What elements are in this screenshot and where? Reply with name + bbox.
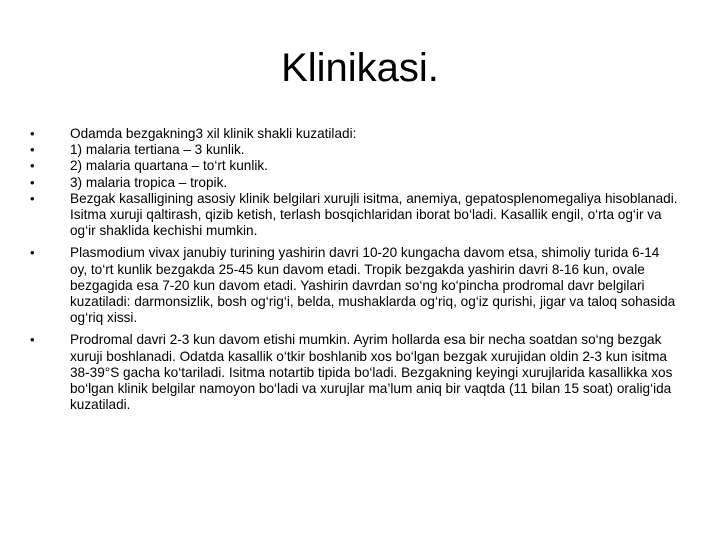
list-item bbox=[30, 191, 680, 240]
bullet-icon: • bbox=[30, 190, 35, 206]
list-item bbox=[30, 175, 680, 191]
bullet-icon: • bbox=[30, 142, 35, 158]
list-item bbox=[30, 245, 680, 326]
bullet-icon: • bbox=[30, 158, 35, 174]
list-item-text: Odamda bezgakning3 xil klinik shakli kuzatiladi: bbox=[70, 126, 357, 141]
list-item bbox=[30, 142, 680, 158]
list-item-text: Bezgak kasalligining asosiy klinik belgilari xurujli isitma, anemiya, gepatosplenomegaliya hisoblanadi. Isitma xuruji qaltirash, qizib ketish, terlash bosqichlaridan iborat bo‘ladi. Kasallik engil, o‘rta og‘ir va og‘ir shaklida kechishi mumkin. bbox=[70, 190, 678, 239]
bullet-list bbox=[30, 126, 680, 419]
list-item-text: 3) malaria tropica – tropik. bbox=[70, 174, 228, 190]
bullet-icon: • bbox=[30, 174, 35, 190]
list-item-text: 1) malaria tertiana – 3 kunlik. bbox=[70, 142, 245, 158]
list-item-text: Plasmodium vivax janubiy turining yashirin davri 10-20 kungacha davom etsa, shimoliy turida 6-14 oy, to‘rt kunlik bezgakda 25-45 kun davom etadi. Tropik bezgakda yashirin davri 8-16 kun, ovale bezgagida esa 7-20 kun davom etadi. Yashirin davrdan so‘ng ko‘pincha prodromal davr belgilari kuzatiladi: darmonsizlik, bosh og‘rig‘i, belda, mushaklarda og‘riq, og‘iz qurishi, jigar va taloq sohasida og‘riq xissi. bbox=[70, 245, 676, 326]
list-item bbox=[30, 158, 680, 174]
bullet-icon: • bbox=[30, 245, 35, 261]
bullet-icon: • bbox=[30, 126, 35, 141]
list-item-text: 2) malaria quartana – to‘rt kunlik. bbox=[70, 158, 268, 174]
list-item bbox=[30, 126, 680, 142]
bullet-icon: • bbox=[30, 332, 35, 348]
list-item-text: Prodromal davri 2-3 kun davom etishi mumkin. Ayrim hollarda esa bir necha soatdan so‘ng bezgak xuruji boshlanadi. Odatda kasallik o‘tkir boshlanib xos bo‘lgan bezgak xurujidan oldin 2-3 kun isitma 38-39°S gacha ko‘tariladi. Isitma notartib tipida bo‘ladi. Bezgakning keyingi xurujlarida kasallikka xos bo‘lgan klinik belgilar namoyon bo‘ladi va xurujlar ma’lum aniq bir vaqtda (11 bilan 15 soat) oralig‘ida kuzatiladi. bbox=[70, 332, 673, 413]
slide-title: Klinikasi. bbox=[281, 46, 439, 90]
list-item bbox=[30, 332, 680, 413]
